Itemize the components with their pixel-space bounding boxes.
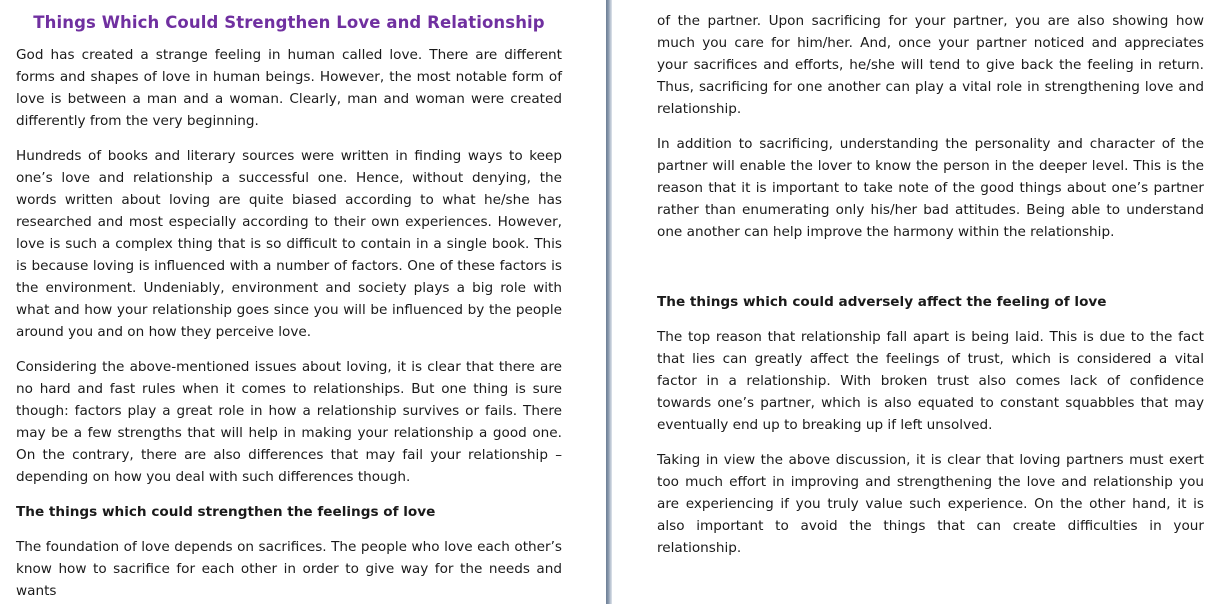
paragraph: In addition to sacrificing, understanding the personality and character of the partner will enable the lover to know the person in the deeper level. This is the reason that it is important to take note of the good things about one’s partner rather than enumerating only his/her bad attitudes. Being able to understand one another can help improve the harmony within the relationship. bbox=[657, 136, 1204, 240]
paragraph: The top reason that relationship fall apart is being laid. This is due to the fact that lies can greatly affect the feelings of trust, which is considered a vital factor in a relationship. With broken trust also comes lack of confidence towards one’s partner, which is also equated to constant squabbles that may eventually end up to breaking up if left unsolved. bbox=[657, 329, 1204, 433]
paragraph: Considering the above-mentioned issues about loving, it is clear that there are no hard and fast rules when it comes to relationships. But one thing is sure though: factors play a great role in how a relationship survives or fails. There may be a few strengths that will help in making your relationship a good one. On the contrary, there are also differences that may fail your relationship – depending on how you deal with such differences though. bbox=[16, 359, 562, 485]
paragraph: God has created a strange feeling in human called love. There are different forms and shapes of love in human beings. However, the most notable form of love is between a man and a woman. Clearly, man and woman were created differently from the very beginning. bbox=[16, 47, 562, 129]
blank-space bbox=[657, 256, 1204, 291]
right-page bbox=[612, 0, 1223, 604]
left-page bbox=[0, 0, 606, 604]
paragraph: of the partner. Upon sacrificing for your partner, you are also showing how much you care for him/her. And, once your partner noticed and appreciates your sacrifices and efforts, he/she will tend to give back the feeling in return. Thus, sacrificing for one another can play a vital role in strengthening love and relationship. bbox=[657, 13, 1204, 117]
section-heading: The things which could strengthen the feelings of love bbox=[16, 504, 436, 520]
section-heading: The things which could adversely affect the feeling of love bbox=[657, 294, 1107, 310]
paragraph: The foundation of love depends on sacrifices. The people who love each other’s know how to sacrifice for each other in order to give way for the needs and wants bbox=[16, 539, 562, 599]
paragraph: Hundreds of books and literary sources were written in finding ways to keep one’s love and relationship a successful one. Hence, without denying, the words written about loving are quite biased according to what he/she has researched and most especially according to their own experiences. However, love is such a complex thing that is so difficult to contain in a single book. This is because loving is influenced with a number of factors. One of these factors is the environment. Undeniably, environment and society plays a big role with what and how your relationship goes since you will be influenced by the people around you and on how they perceive love. bbox=[16, 148, 562, 340]
document-title: Things Which Could Strengthen Love and Relationship bbox=[33, 13, 545, 32]
paragraph: Taking in view the above discussion, it is clear that loving partners must exert too much effort in improving and strengthening the love and relationship you are experiencing if you truly value such experience. On the other hand, it is also important to avoid the things that can create difficulties in your relationship. bbox=[657, 452, 1204, 556]
